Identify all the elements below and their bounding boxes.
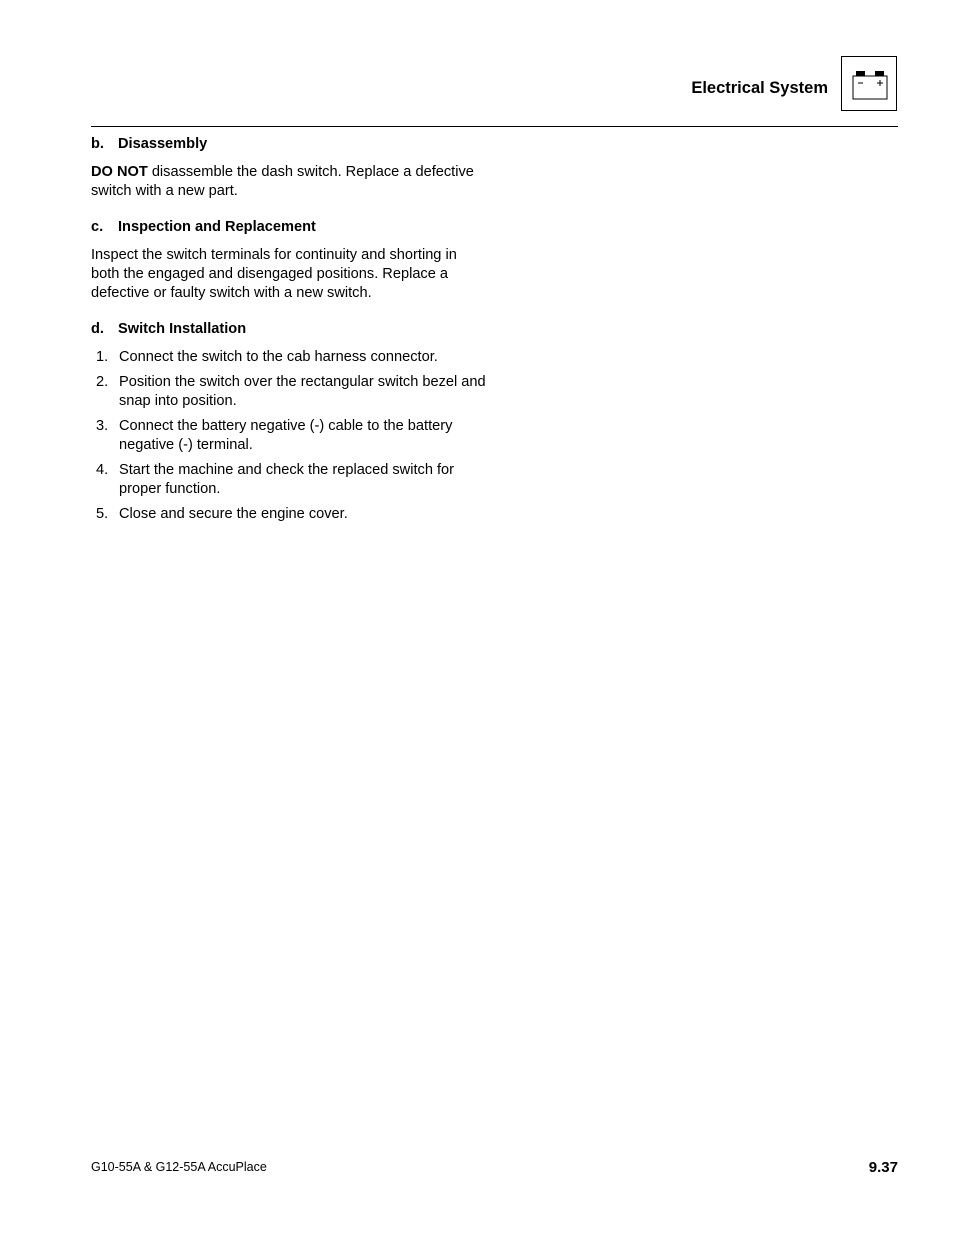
installation-steps [91, 348, 486, 524]
list-item [91, 505, 486, 524]
step-number: 3. [96, 418, 109, 434]
section-heading-disassembly [91, 135, 486, 154]
step-text: Position the switch over the rectangular switch bezel and snap into position. [119, 374, 486, 409]
step-text: Connect the switch to the cab harness connector. [119, 349, 438, 365]
list-item [91, 461, 486, 499]
section-letter: b. [91, 136, 104, 152]
section-heading-installation [91, 320, 486, 339]
warning-emphasis: DO NOT [91, 164, 148, 180]
section-heading-inspection [91, 218, 486, 237]
section-title: Switch Installation [118, 321, 247, 337]
inspection-paragraph: Inspect the switch terminals for continuity and shorting in both the engaged and disengaged positions. Replace a defective or faulty switch with a new switch. [91, 247, 457, 301]
footer-model: G10-55A & G12-55A AccuPlace [91, 1160, 267, 1174]
step-text: Connect the battery negative (-) cable to the battery negative (-) terminal. [119, 418, 453, 453]
section-icon-box [841, 56, 897, 111]
step-text: Start the machine and check the replaced switch for proper function. [119, 462, 455, 497]
header-rule [91, 126, 898, 127]
footer-page-number: 9.37 [868, 1159, 898, 1176]
section-letter: d. [91, 321, 104, 337]
step-text: Close and secure the engine cover. [119, 506, 348, 522]
page-content [91, 135, 486, 530]
disassembly-paragraph [91, 163, 486, 201]
step-number: 2. [96, 374, 109, 390]
battery-icon [842, 57, 898, 112]
list-item [91, 348, 486, 367]
disassembly-text: disassemble the dash switch. Replace a defective switch with a new part. [91, 164, 474, 199]
list-item [91, 373, 486, 411]
list-item [91, 417, 486, 455]
section-letter: c. [91, 219, 104, 235]
step-number: 1. [96, 349, 109, 365]
section-title: Disassembly [118, 136, 208, 152]
step-number: 4. [96, 462, 109, 478]
page-header-title: Electrical System [691, 79, 828, 97]
step-number: 5. [96, 506, 109, 522]
section-title: Inspection and Replacement [118, 219, 316, 235]
